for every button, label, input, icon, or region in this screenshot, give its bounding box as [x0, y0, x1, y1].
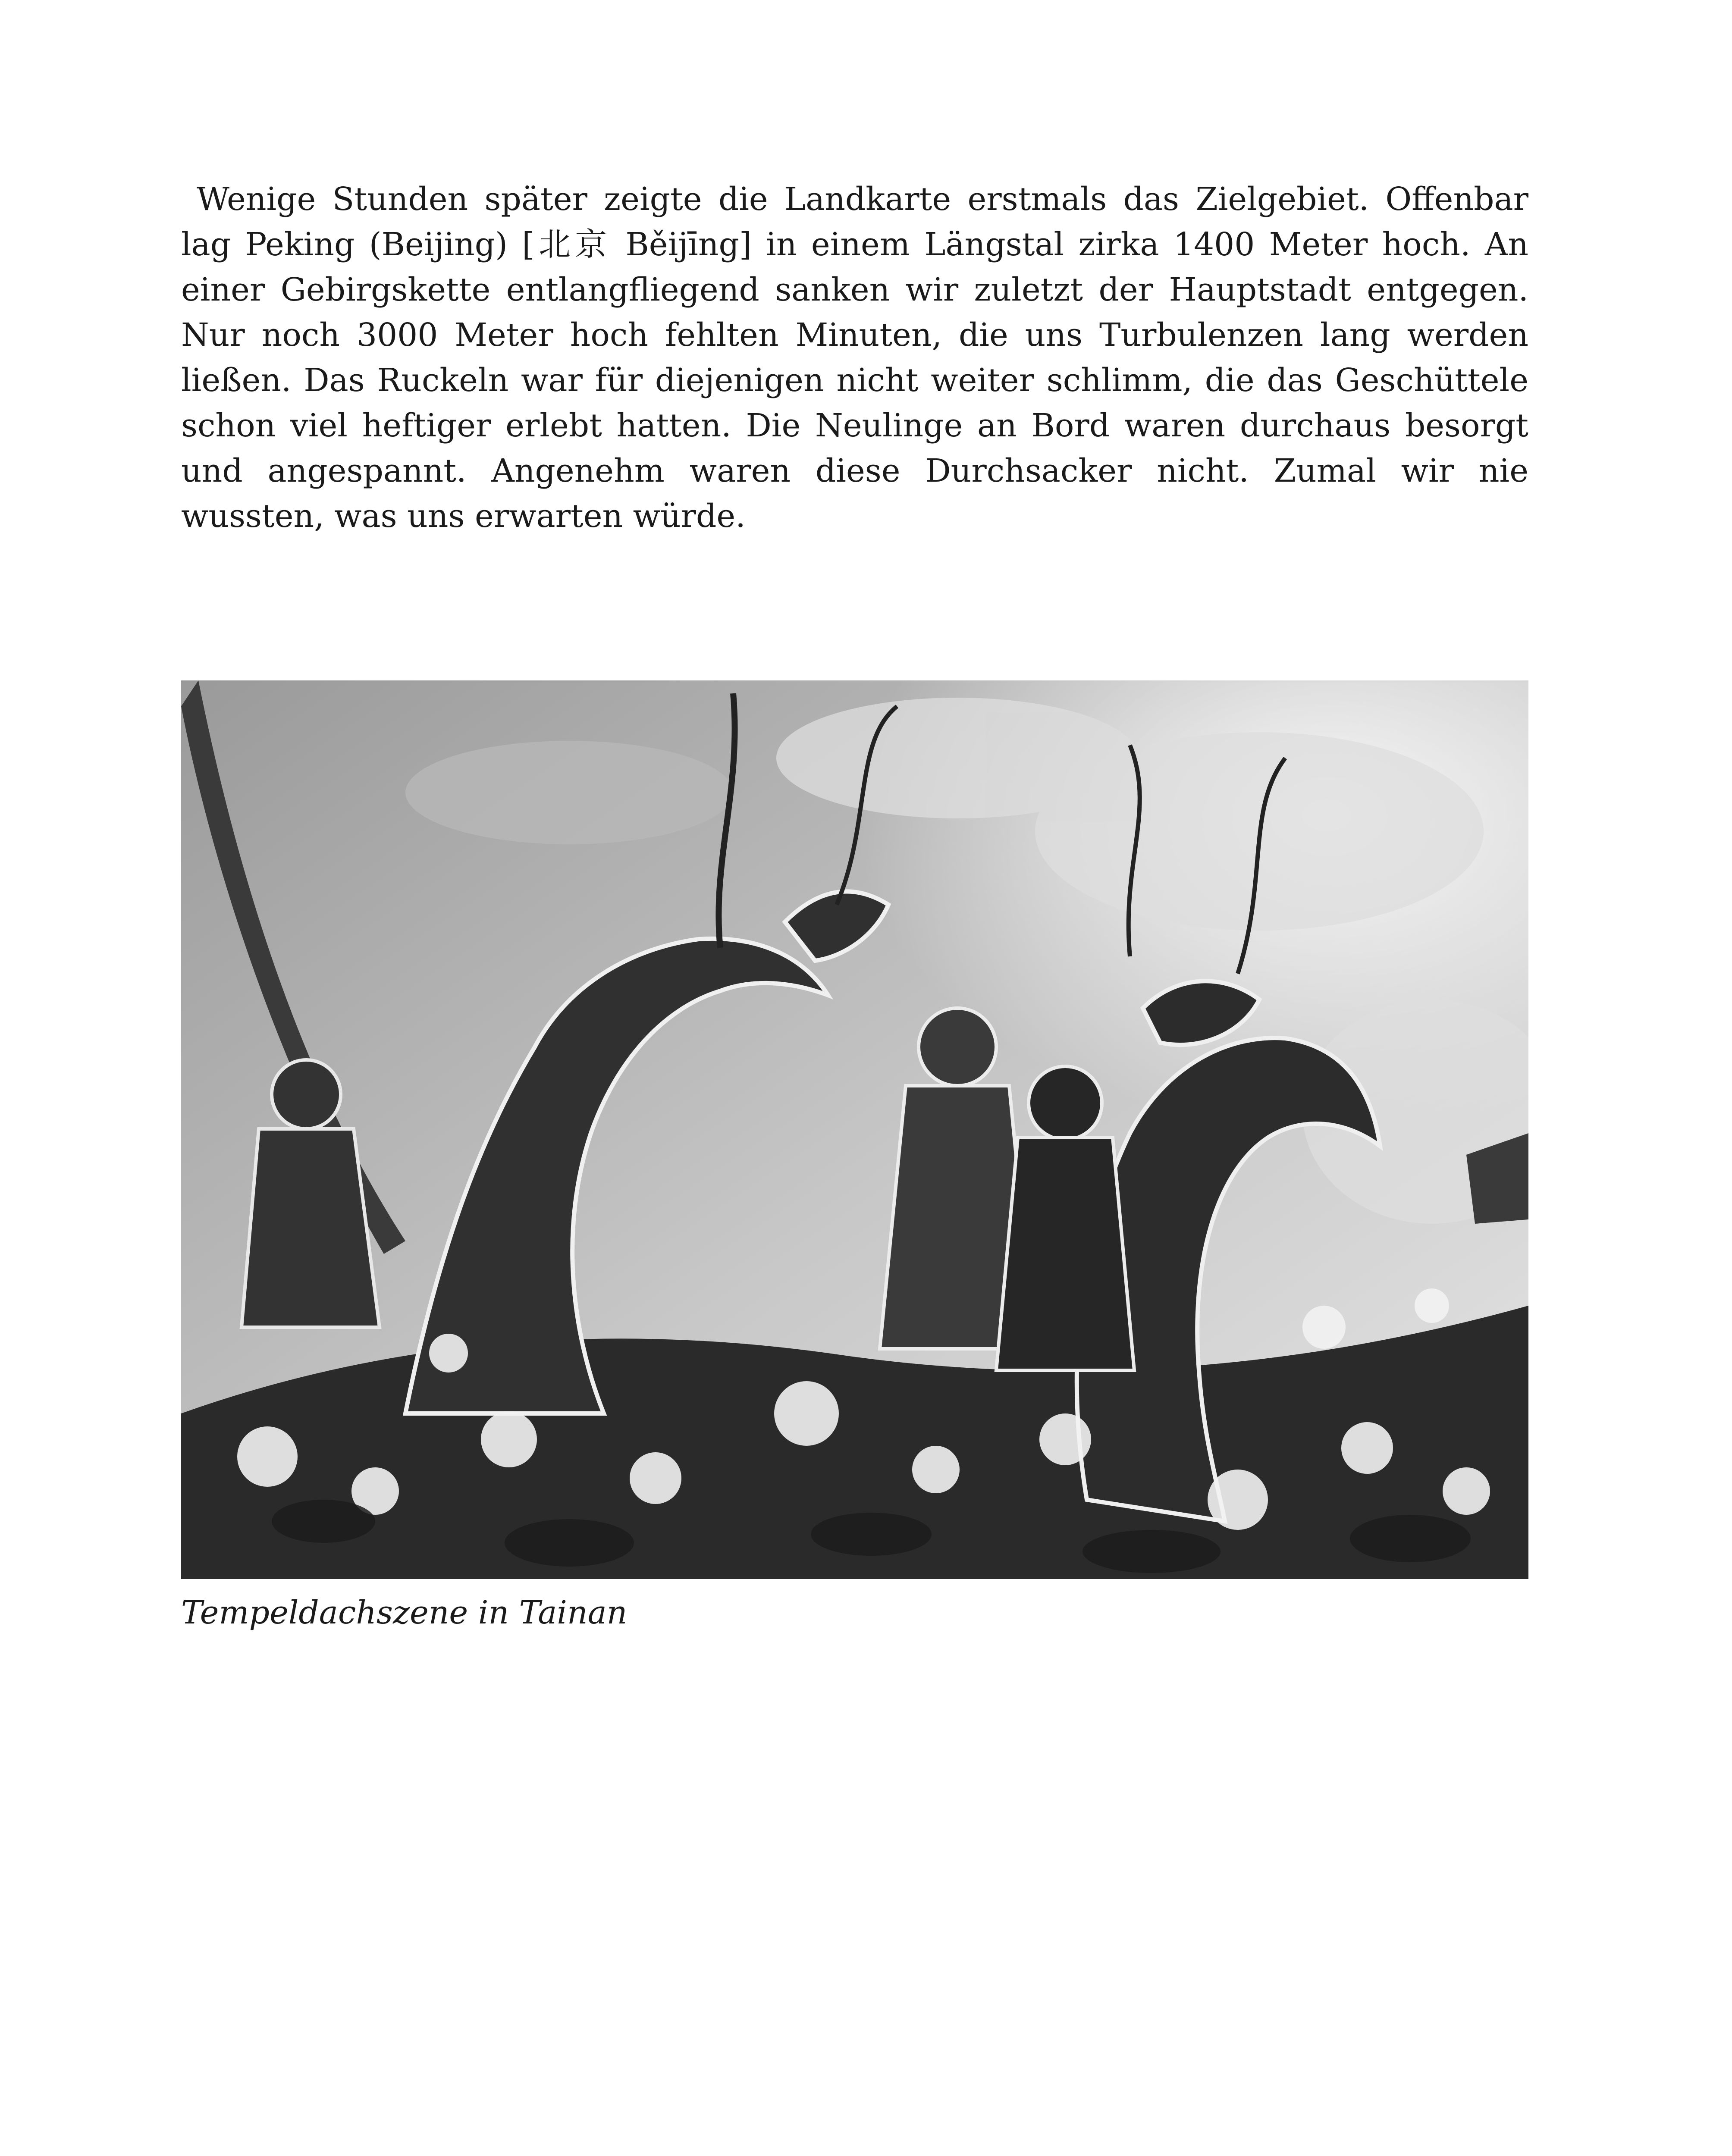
temple-roof-photo [181, 680, 1528, 1579]
figure-caption: Tempeldachszene in Tainan [181, 1594, 628, 1631]
body-paragraph: Wenige Stunden später zeigte die Landkarte erstmals das Zielgebiet. Offenbar lag Peking (Beijing) [北京 Běijīng] in einem Längstal zirka 1400 Meter hoch. An einer Gebirgskette entlangfliegend sanken wir zuletzt der Hauptstadt entgegen. Nur noch 3000 Meter hoch fehlten Minuten, die uns Turbulenzen lang werden ließen. Das Ruckeln war für diejenigen nicht weiter schlimm, die das Geschüttele schon viel heftiger erlebt hatten. Die Neulinge an Bord waren durchaus besorgt und angespannt. Angenehm waren diese Durchsacker nicht. Zumal wir nie wussten, was uns erwarten würde. [181, 181, 1528, 535]
